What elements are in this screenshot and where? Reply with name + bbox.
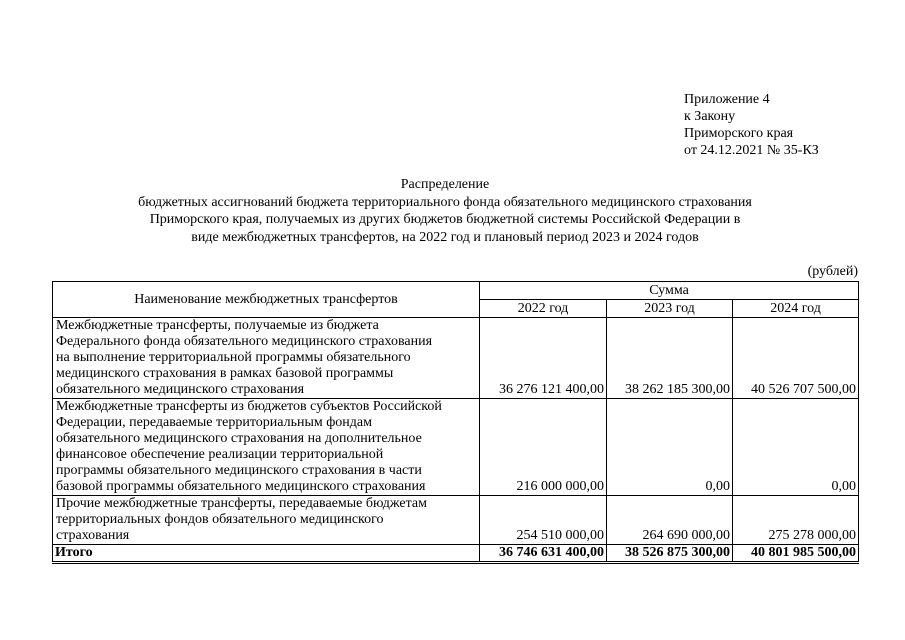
header-year-2024: 2024 год — [733, 300, 859, 318]
row-value-2024: 40 526 707 500,00 — [733, 318, 859, 399]
header-year-2022: 2022 год — [480, 300, 607, 318]
transfers-table — [52, 281, 859, 564]
row-value-2024: 275 278 000,00 — [733, 496, 859, 545]
table-row — [53, 318, 859, 399]
row-value-2023: 264 690 000,00 — [607, 496, 733, 545]
row-value-2022: 254 510 000,00 — [480, 496, 607, 545]
row-value-2024: 0,00 — [733, 399, 859, 496]
document-title — [90, 176, 800, 246]
appendix-number: Приложение 4 — [684, 92, 770, 107]
header-name: Наименование межбюджетных трансфертов — [53, 282, 480, 318]
row-value-2022: 36 276 121 400,00 — [480, 318, 607, 399]
table-row — [53, 399, 859, 496]
row-value-2023: 38 262 185 300,00 — [607, 318, 733, 399]
row-name: Прочие межбюджетные трансферты, передаваемые бюджетам территориальных фондов обязательного медицинского страхования — [53, 496, 480, 545]
title-line-4: виде межбюджетных трансфертов, на 2022 год и плановый период 2023 и 2024 годов — [191, 229, 699, 245]
appendix-law-ref: к Закону — [684, 109, 736, 124]
appendix-date: от 24.12.2021 № 35-КЗ — [684, 143, 819, 158]
total-value-2022: 36 746 631 400,00 — [480, 545, 607, 563]
appendix-block — [684, 91, 884, 159]
row-value-2022: 216 000 000,00 — [480, 399, 607, 496]
total-label: Итого — [53, 545, 480, 563]
row-name: Межбюджетные трансферты из бюджетов субъектов Российской Федерации, передаваемые территориальным фондам обязательного медицинского страхования на дополнительное финансовое обеспечение реализации территориальной программы обязательного медицинского страхования в части базовой программы обязательного медицинского страхования — [53, 399, 480, 496]
appendix-region: Приморского края — [684, 126, 794, 141]
title-line-1: Распределение — [400, 177, 490, 192]
row-name: Межбюджетные трансферты, получаемые из бюджета Федерального фонда обязательного медицинского страхования на выполнение территориальной программы обязательного медицинского страхования в рамках базовой программы обязательного медицинского страхования — [53, 318, 480, 399]
header-sum: Сумма — [480, 282, 859, 300]
title-line-2: бюджетных ассигнований бюджета территориального фонда обязательного медицинского страхования — [138, 194, 752, 210]
total-row — [53, 545, 859, 563]
table-row — [53, 496, 859, 545]
total-value-2023: 38 526 875 300,00 — [607, 545, 733, 563]
units-label: (рублей) — [807, 264, 858, 279]
title-line-3: Приморского края, получаемых из других бюджетов бюджетной системы Российской Федерации в — [149, 212, 741, 227]
total-value-2024: 40 801 985 500,00 — [733, 545, 859, 563]
row-value-2023: 0,00 — [607, 399, 733, 496]
header-year-2023: 2023 год — [607, 300, 733, 318]
